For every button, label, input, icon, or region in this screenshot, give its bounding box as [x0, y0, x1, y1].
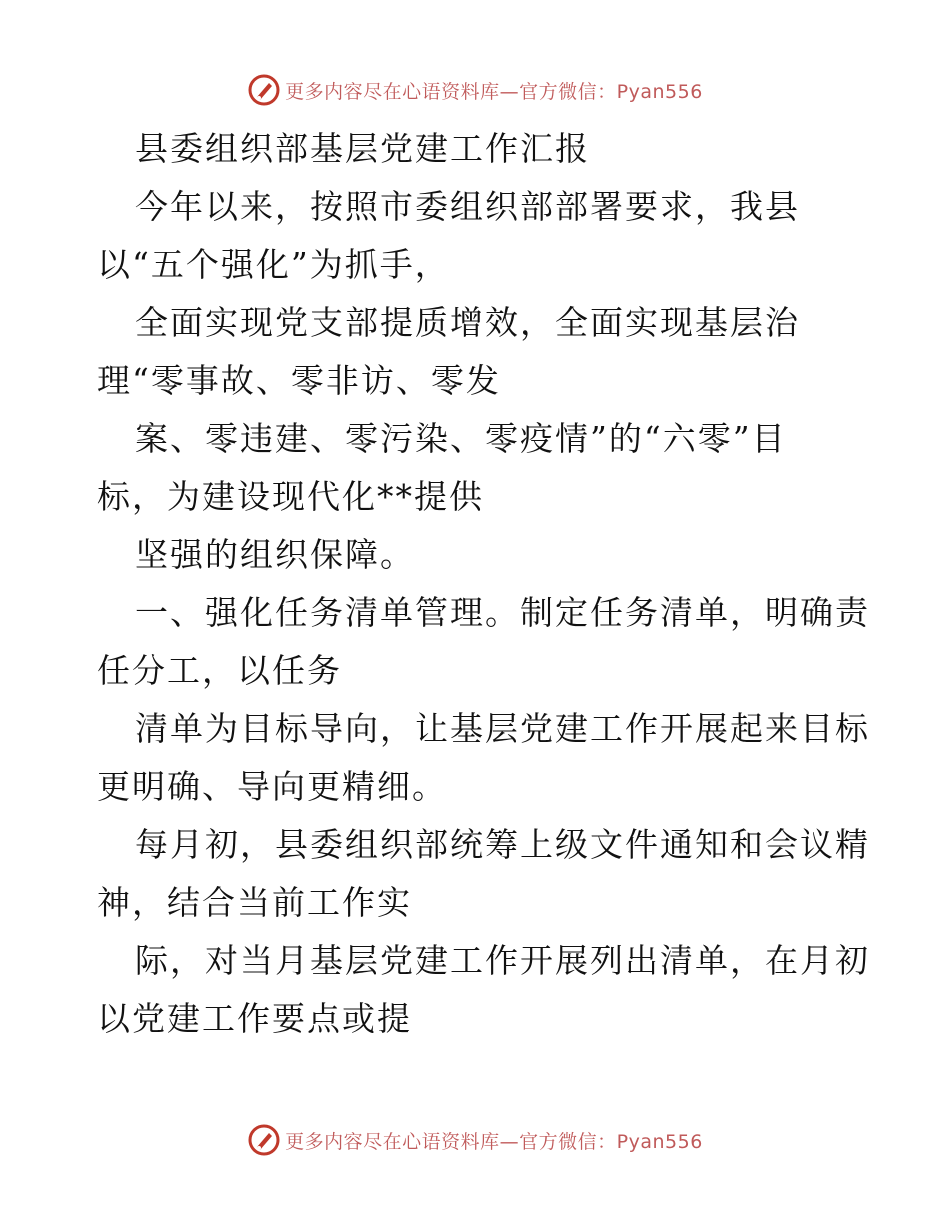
section-heading-line: 一、强化任务清单管理。制定任务清单，明确责: [135, 593, 870, 632]
document-title: 县委组织部基层党建工作汇报: [135, 129, 590, 168]
paragraph-line: 坚强的组织保障。: [135, 535, 415, 574]
footer-watermark-banner: [0, 1120, 950, 1160]
paragraph-line: 全面实现党支部提质增效，全面实现基层治: [135, 303, 800, 342]
paragraph-line: 以党建工作要点或提: [97, 999, 412, 1038]
watermark-text: 更多内容尽在心语资料库—官方微信：Pyan556: [285, 1130, 703, 1153]
paragraph-line: 每月初，县委组织部统筹上级文件通知和会议精: [135, 825, 870, 864]
pen-nib-logo-icon: [247, 1123, 281, 1157]
paragraph-line: 以“五个强化”为抓手，: [97, 245, 450, 284]
watermark-text: 更多内容尽在心语资料库—官方微信：Pyan556: [285, 80, 703, 103]
paragraph-line: 神，结合当前工作实: [97, 883, 412, 922]
paragraph-line: 今年以来，按照市委组织部部署要求，我县: [135, 187, 800, 226]
header-watermark-banner: [0, 70, 950, 110]
paragraph-line: 际，对当月基层党建工作开展列出清单，在月初: [135, 941, 870, 980]
paragraph-line: 案、零违建、零污染、零疫情”的“六零”目: [135, 419, 787, 458]
paragraph-line: 任分工，以任务: [97, 651, 342, 690]
document-body: [97, 120, 870, 1048]
pen-nib-logo-icon: [247, 73, 281, 107]
paragraph-line: 清单为目标导向，让基层党建工作开展起来目标: [135, 709, 870, 748]
paragraph-line: 更明确、导向更精细。: [97, 767, 447, 806]
paragraph-line: 理“零事故、零非访、零发: [97, 361, 501, 400]
paragraph-line: 标，为建设现代化**提供: [97, 477, 484, 516]
